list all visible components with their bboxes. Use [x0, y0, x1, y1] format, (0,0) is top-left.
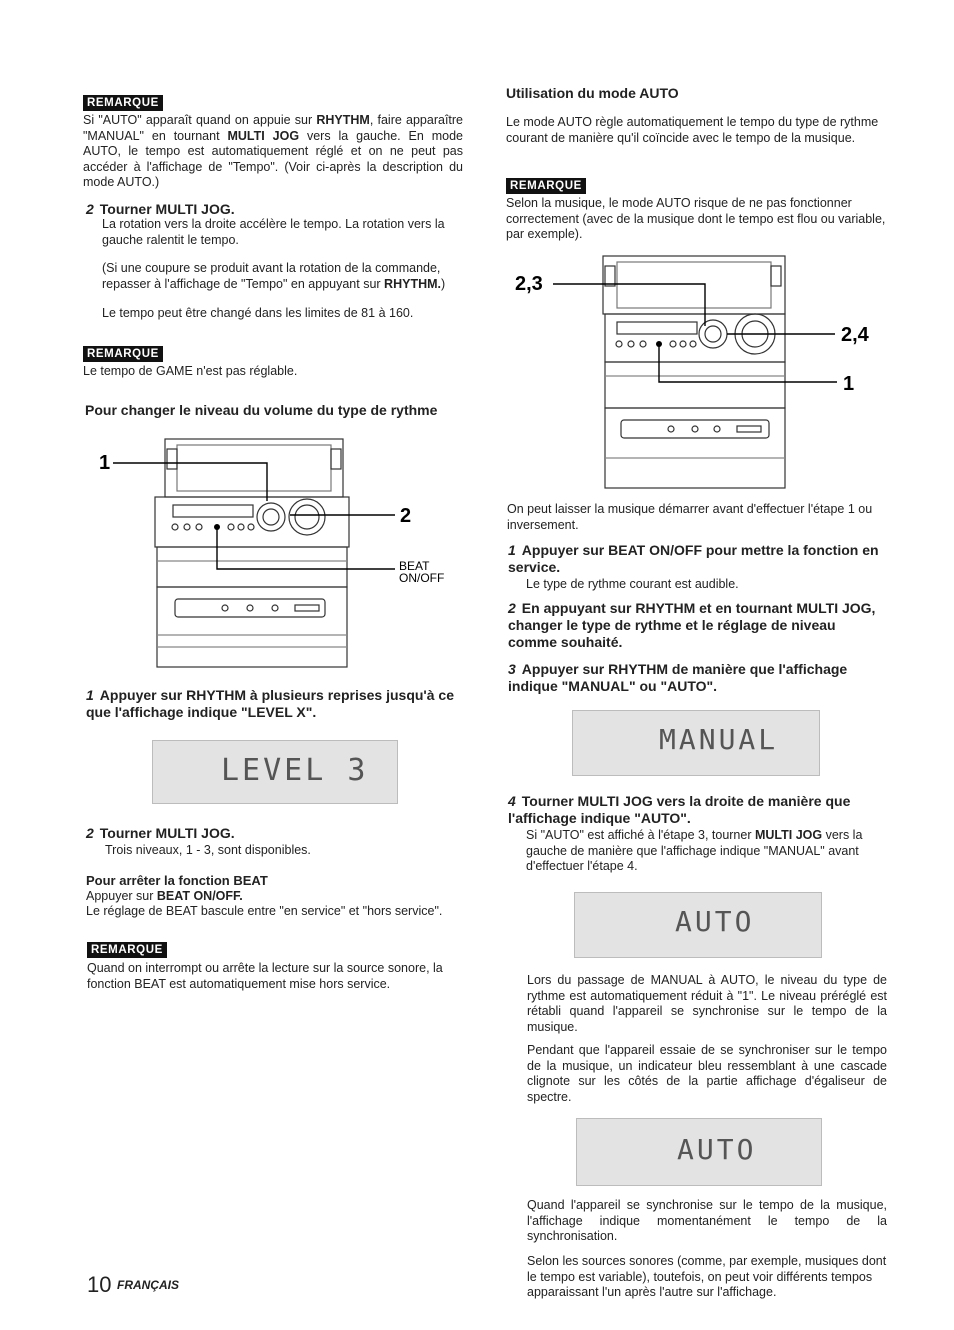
step-text: (Si une coupure se produit avant la rotation de la commande, repasser à l'affichage de "Tempo" en appuyant sur RHYTHM.) — [102, 261, 446, 291]
sync-tempo-text: Quand l'appareil se synchronise sur le tempo de la musique, l'affichage indique momentanément le tempo de la synchronisation. — [527, 1198, 887, 1243]
callout-1: 1 — [843, 373, 855, 395]
step-heading: 4 Tourner MULTI JOG vers la droite de manière que l'affichage indique "AUTO". — [508, 793, 851, 826]
section-title: Utilisation du mode AUTO — [506, 85, 679, 101]
stereo-diagram — [505, 252, 885, 492]
callout-2-3: 2,3 — [515, 273, 543, 295]
lcd-level-display: LEVEL 3 — [152, 740, 398, 804]
step-text: Trois niveaux, 1 - 3, sont disponibles. — [105, 843, 311, 857]
step-heading: 2 Tourner MULTI JOG. — [86, 201, 235, 217]
step-text: Le type de rythme courant est audible. — [526, 577, 739, 591]
beat-label: BEAT — [399, 559, 430, 573]
language-label: FRANÇAIS — [117, 1278, 179, 1292]
lcd-manual-display: MANUAL — [572, 710, 820, 776]
auto-mode-intro: Le mode AUTO règle automatiquement le tempo du type de rythme courant de manière qu'il coïncide avec le tempo de la musique. — [506, 115, 879, 145]
stop-text: Le réglage de BEAT bascule entre "en service" et "hors service". — [86, 904, 443, 918]
stop-instruction: Appuyer sur BEAT ON/OFF. — [86, 889, 243, 903]
note-beat-text: Quand on interrompt ou arrête la lecture sur la source sonore, la fonction BEAT est automatiquement mise hors service. — [87, 961, 443, 991]
remarque-badge: REMARQUE — [83, 95, 163, 111]
remarque-badge: REMARQUE — [83, 346, 163, 362]
tempo-range-text: Le tempo peut être changé dans les limites de 81 à 160. — [102, 306, 414, 320]
page-number: 10 — [87, 1272, 112, 1297]
stereo-diagram — [95, 435, 465, 675]
step-heading: 1 Appuyer sur RHYTHM à plusieurs reprises jusqu'à ce que l'affichage indique "LEVEL X". — [86, 687, 455, 720]
note-game-text: Le tempo de GAME n'est pas réglable. — [83, 364, 298, 378]
lcd-auto-sync-display: AUTO — [576, 1118, 822, 1186]
step-heading: 3 Appuyer sur RHYTHM de manière que l'affichage indique "MANUAL" ou "AUTO". — [508, 661, 848, 694]
step-text: La rotation vers la droite accélère le tempo. La rotation vers la gauche ralentit le tempo. — [102, 217, 445, 247]
note-auto-text: Selon la musique, le mode AUTO risque de ne pas fonctionner correctement (avec de la musique dont le tempo est flou ou variable, par exemple). — [506, 196, 886, 241]
callout-1: 1 — [99, 452, 111, 474]
sync-indicator-text: Pendant que l'appareil essaie de se synchroniser sur le tempo de la musique, un indicateur bleu ressemblant à une cascade clignote sur les côtés de la partie affichage d'égaliseur de spectre. — [527, 1043, 887, 1104]
variable-tempo-text: Selon les sources sonores (comme, par exemple, musiques dont le tempo est variable), toutefois, on peut voir différents tempos apparaissant l'un après l'autre sur l'affichage. — [527, 1254, 887, 1299]
step-heading: 2 Tourner MULTI JOG. — [86, 825, 235, 841]
start-order-text: On peut laisser la musique démarrer avant d'effectuer l'étape 1 ou inversement. — [507, 502, 873, 532]
step-text: Si "AUTO" est affiché à l'étape 3, tourner MULTI JOG vers la gauche de manière que l'affichage indique "MANUAL" avant d'effectuer l'étape 4. — [526, 828, 863, 873]
step-heading: 1 Appuyer sur BEAT ON/OFF pour mettre la fonction en service. — [508, 542, 879, 575]
section-title: Pour changer le niveau du volume du type de rythme — [85, 402, 438, 418]
note-rhythm-auto: Si "AUTO" apparaît quand on appuie sur RHYTHM, faire apparaître "MANUAL" en tournant MULTI JOG vers la gauche. En mode AUTO, le tempo est automatiquement réglé et on ne peut pas accéder à l'affichage de "Tempo". (Voir ci-après la description du mode AUTO.) — [83, 113, 464, 189]
lcd-auto-display: AUTO — [574, 892, 822, 958]
subheading: Pour arrêter la fonction BEAT — [86, 873, 268, 888]
onoff-label: ON/OFF — [399, 571, 445, 585]
step-heading: 2 En appuyant sur RHYTHM et en tournant MULTI JOG, changer le type de rythme et le réglage de niveau comme souhaité. — [508, 600, 876, 650]
callout-2: 2 — [400, 505, 412, 527]
callout-2-4: 2,4 — [841, 324, 869, 346]
remarque-badge: REMARQUE — [87, 942, 167, 958]
remarque-badge: REMARQUE — [506, 178, 586, 194]
level-reset-text: Lors du passage de MANUAL à AUTO, le niveau du type de rythme est automatiquement réduit à "1". Le niveau préréglé est rétabli quand l'appareil se synchronise sur le tempo de la musique. — [527, 973, 887, 1034]
